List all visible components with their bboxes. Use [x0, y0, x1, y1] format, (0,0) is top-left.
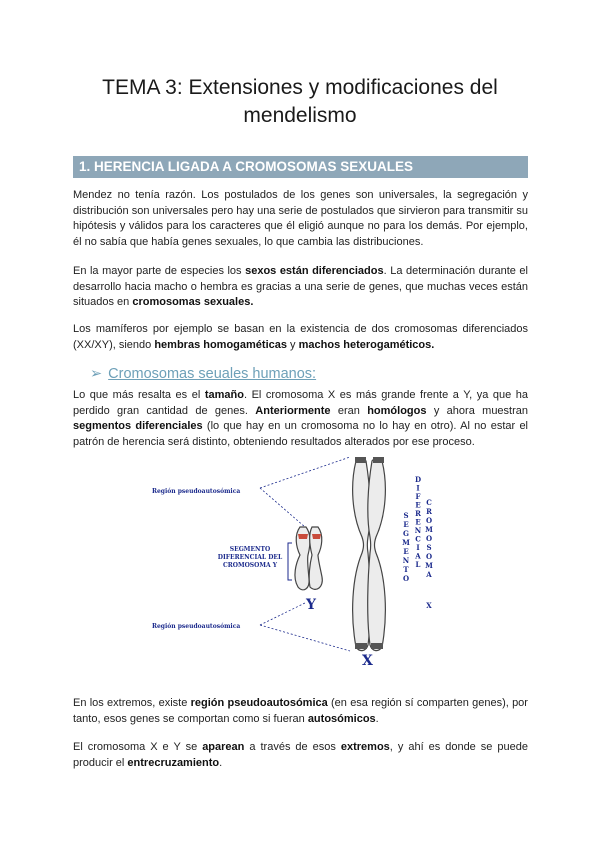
- vertical-letter: T: [403, 565, 409, 574]
- vertical-label-x: [426, 601, 432, 610]
- vertical-letter: M: [402, 538, 410, 547]
- arrow-bullet-icon: ➢: [90, 366, 103, 382]
- vertical-letter: A: [415, 551, 421, 561]
- vertical-letter: E: [415, 517, 421, 527]
- segment-bracket: [288, 543, 292, 580]
- bold-text: región pseudoautosómica: [190, 697, 328, 709]
- x-bottom-tip-right: [371, 643, 383, 649]
- y-chromosome: [295, 527, 322, 590]
- label-seg-y-3: CROMOSOMA Y: [222, 562, 278, 569]
- vertical-letter: D: [414, 475, 422, 484]
- bold-text: homólogos: [367, 404, 427, 417]
- guide-line: [260, 457, 350, 488]
- x-bottom-tip-left: [355, 643, 367, 649]
- label-seg-y-2: DIFERENCIAL DEL: [217, 554, 283, 561]
- label-seg-y-1: SEGMENTO: [229, 546, 271, 553]
- paragraph-mamiferos: [73, 322, 528, 353]
- text: El cromosoma X e Y se: [73, 741, 203, 753]
- vertical-letter: N: [414, 526, 422, 535]
- text: a través de esos: [244, 741, 341, 753]
- guide-line: [260, 625, 350, 651]
- text: . La determinación durante el desarrollo hacia macho o hembra es gracias a una serie de genes, que muchas veces están situados en: [73, 265, 528, 308]
- bold-text: aparean: [202, 741, 245, 753]
- text: y ahora muestran: [426, 404, 529, 417]
- bold-text: cromosomas sexuales.: [132, 296, 254, 308]
- vertical-letter: C: [415, 534, 421, 544]
- x-tip-right: [373, 457, 384, 463]
- text: En la mayor parte de especies los: [73, 265, 246, 277]
- vertical-letter: S: [426, 543, 432, 552]
- vertical-letter: E: [415, 500, 421, 510]
- bold-text: extremos: [340, 741, 390, 753]
- vertical-letter: O: [402, 574, 410, 583]
- title-line-2: mendelismo: [243, 104, 357, 127]
- subsection-heading: [90, 366, 316, 382]
- bold-text: sexos están diferenciados: [245, 265, 384, 277]
- text: .: [375, 712, 379, 725]
- vertical-letter: O: [425, 534, 433, 543]
- vertical-letter: X: [426, 601, 432, 610]
- vertical-letter: F: [415, 492, 421, 501]
- x-chromatid-right: [368, 458, 386, 651]
- bold-text: hembras homogaméticas: [154, 338, 287, 351]
- label-pseudo-bottom: Región pseudoautosómica: [152, 623, 241, 630]
- vertical-letter: E: [403, 520, 409, 529]
- paragraph-sexos: [73, 264, 528, 311]
- guide-line: [260, 603, 305, 625]
- vertical-letter: N: [402, 556, 410, 565]
- vertical-letter: L: [415, 560, 421, 569]
- bold-text: Anteriormente: [255, 404, 331, 417]
- text: , y ahí es donde se puede producir el: [73, 741, 528, 769]
- label-pseudo-top: Región pseudoautosómica: [152, 488, 241, 495]
- subsection-title: Cromosomas seuales humanos:: [108, 366, 317, 382]
- x-tip-left: [355, 457, 366, 463]
- y-tip-right: [312, 534, 321, 539]
- paragraph-mendel: Mendez no tenía razón. Los postulados de los genes son universales, la segregación y distribución son universales pero hay una serie de postulados que sirvieron para transmitir su hipótesis y válidos para los caracteres que él eligió aunque no para los demás. Por ejemplo, él no sabía que había genes sexuales, lo que cambia las distribuciones.: [73, 189, 528, 248]
- label-x: X: [362, 653, 373, 669]
- section-heading: 1. HERENCIA LIGADA A CROMOSOMAS SEXUALES: [73, 156, 528, 178]
- text: Los mamíferos por ejemplo se basan en la existencia de dos cromosomas diferenciados (XX/XY), siendo: [73, 323, 528, 351]
- label-y: Y: [306, 597, 316, 613]
- text: .: [219, 756, 223, 769]
- vertical-letter: O: [425, 516, 433, 525]
- y-tip-left: [298, 534, 308, 539]
- vertical-letter: I: [416, 483, 420, 493]
- text: y: [286, 338, 299, 351]
- paragraph-aparean: [73, 740, 528, 771]
- text: (lo que hay en un cromosoma no lo hay en otro). Al no estar el patrón de herencia será distinto, obteniendo resultados alterados por ese proceso.: [73, 420, 529, 448]
- text: Lo que más resalta es el: [73, 389, 205, 401]
- text: En los extremos, existe: [73, 697, 191, 709]
- bold-text: segmentos diferenciales: [73, 420, 203, 432]
- vertical-letter: E: [403, 547, 409, 556]
- vertical-letter: R: [415, 509, 421, 518]
- bold-text: entrecruzamiento: [127, 756, 220, 769]
- guide-line: [260, 488, 305, 527]
- vertical-letter: G: [403, 529, 409, 538]
- vertical-letter: R: [426, 507, 432, 516]
- text: (en esa región sí comparten genes), por tanto, esos genes se comportan como si fueran: [73, 697, 528, 725]
- vertical-letter: O: [425, 552, 433, 561]
- bold-text: autosómicos: [307, 712, 376, 725]
- vertical-letter: C: [426, 498, 432, 507]
- bold-text: machos heterogaméticos.: [298, 338, 435, 351]
- x-chromosome: [353, 457, 386, 651]
- vertical-label-diferencial: [414, 475, 422, 569]
- page-title: [60, 74, 540, 130]
- paragraph-tamano: [73, 388, 528, 450]
- chromosome-figure: [150, 455, 450, 675]
- vertical-label-segmento: [402, 511, 410, 583]
- vertical-letter: S: [403, 511, 409, 520]
- text: eran: [330, 404, 368, 417]
- text: . El cromosoma X es más grande frente a Y, ya que ha perdido gran cantidad de genes.: [73, 389, 529, 417]
- vertical-letter: M: [425, 525, 433, 534]
- vertical-letter: A: [426, 570, 432, 579]
- vertical-label-cromosoma: [425, 498, 433, 579]
- bold-text: tamaño: [204, 389, 244, 401]
- paragraph-extremos: [73, 696, 528, 727]
- title-line-1: TEMA 3: Extensiones y modificaciones del: [102, 76, 498, 99]
- vertical-letter: M: [425, 561, 433, 570]
- vertical-letter: I: [416, 543, 420, 552]
